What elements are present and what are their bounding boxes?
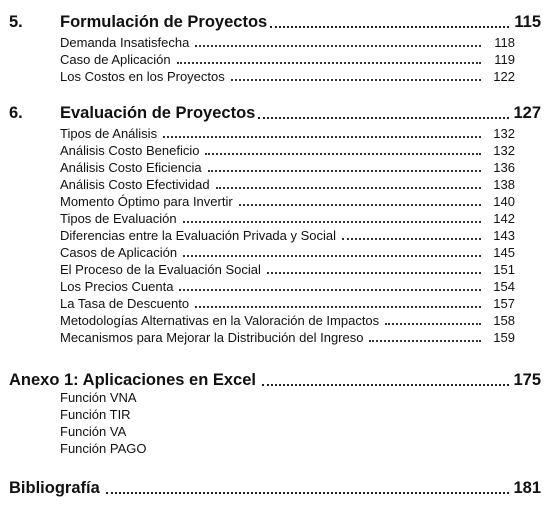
dot-leader <box>267 272 481 274</box>
bibliography-title: Bibliografía <box>9 479 100 497</box>
dot-leader <box>216 187 481 189</box>
entry-title: Mecanismos para Mejorar la Distribución del Ingreso <box>60 330 364 345</box>
dot-leader <box>342 238 481 240</box>
entry-title: Metodologías Alternativas en la Valoración de Impactos <box>60 313 380 328</box>
page-number: 140 <box>493 194 515 209</box>
page-number: 175 <box>513 371 541 389</box>
page-number: 132 <box>493 126 515 141</box>
toc-entry <box>60 243 515 260</box>
dot-leader <box>183 221 481 223</box>
toc-entry <box>60 158 515 175</box>
page-number: 145 <box>493 245 515 260</box>
annex-item: Función VNA <box>60 390 137 405</box>
page-number: 181 <box>513 479 541 497</box>
toc-entry <box>60 294 515 311</box>
dot-leader <box>208 170 481 172</box>
annex-title: Anexo 1: Aplicaciones en Excel <box>9 371 256 389</box>
entry-title: Tipos de Análisis <box>60 126 158 141</box>
annex-item: Función PAGO <box>60 441 147 456</box>
chapter-title: Formulación de Proyectos <box>60 13 268 31</box>
page-number: 119 <box>494 52 515 67</box>
page-number: 143 <box>493 228 515 243</box>
page-number: 142 <box>493 211 515 226</box>
annex-item: Función VA <box>60 424 127 439</box>
entry-title: Tipos de Evaluación <box>60 211 177 226</box>
toc-entry <box>60 260 515 277</box>
toc-entry <box>60 175 515 192</box>
toc-bibliography <box>9 476 541 498</box>
toc-entry <box>60 192 515 209</box>
toc-entry <box>60 67 515 84</box>
dot-leader <box>231 79 481 81</box>
entry-title: Análisis Costo Beneficio <box>60 143 200 158</box>
page-number: 136 <box>493 160 515 175</box>
toc-entry <box>60 311 515 328</box>
dot-leader <box>262 384 509 386</box>
toc-annex <box>9 368 541 390</box>
dot-leader <box>177 62 481 64</box>
page-number: 138 <box>493 177 515 192</box>
entry-title: La Tasa de Descuento <box>60 296 190 311</box>
dot-leader <box>369 340 481 342</box>
entry-title: Análisis Costo Eficiencia <box>60 160 202 175</box>
entry-title: Análisis Costo Efectividad <box>60 177 210 192</box>
dot-leader <box>183 255 481 257</box>
dot-leader <box>270 26 509 28</box>
toc-entry <box>60 50 515 67</box>
toc-entry <box>60 226 515 243</box>
dot-leader <box>385 323 481 325</box>
dot-leader <box>195 306 481 308</box>
entry-title: Los Precios Cuenta <box>60 279 174 294</box>
page-number: 115 <box>514 13 541 31</box>
page-number: 118 <box>494 35 515 50</box>
chapter-number: 5. <box>9 13 23 31</box>
chapter-number: 6. <box>9 104 23 122</box>
toc-chapter-6 <box>9 101 541 123</box>
toc-chapter-5 <box>9 10 541 32</box>
dot-leader <box>106 492 509 494</box>
toc-entry <box>60 33 515 50</box>
entry-title: Demanda Insatisfecha <box>60 35 190 50</box>
dot-leader <box>239 204 481 206</box>
entry-title: Diferencias entre la Evaluación Privada y Social <box>60 228 337 243</box>
entry-title: Casos de Aplicación <box>60 245 178 260</box>
page-number: 127 <box>513 104 541 122</box>
dot-leader <box>195 45 481 47</box>
toc-entry <box>60 209 515 226</box>
dot-leader <box>179 289 481 291</box>
dot-leader <box>258 117 509 119</box>
toc-entry <box>60 124 515 141</box>
page-number: 151 <box>493 262 515 277</box>
annex-item: Función TIR <box>60 407 131 422</box>
page-number: 122 <box>493 69 515 84</box>
entry-title: El Proceso de la Evaluación Social <box>60 262 261 277</box>
page-number: 157 <box>493 296 515 311</box>
toc-entry <box>60 328 515 345</box>
toc-entry <box>60 277 515 294</box>
chapter-title: Evaluación de Proyectos <box>60 104 256 122</box>
entry-title: Caso de Aplicación <box>60 52 171 67</box>
page-number: 154 <box>493 279 515 294</box>
entry-title: Momento Óptimo para Invertir <box>60 194 233 209</box>
page-number: 159 <box>493 330 515 345</box>
dot-leader <box>205 153 481 155</box>
toc-entry <box>60 141 515 158</box>
page-number: 158 <box>493 313 515 328</box>
dot-leader <box>163 136 481 138</box>
page-number: 132 <box>493 143 515 158</box>
entry-title: Los Costos en los Proyectos <box>60 69 225 84</box>
